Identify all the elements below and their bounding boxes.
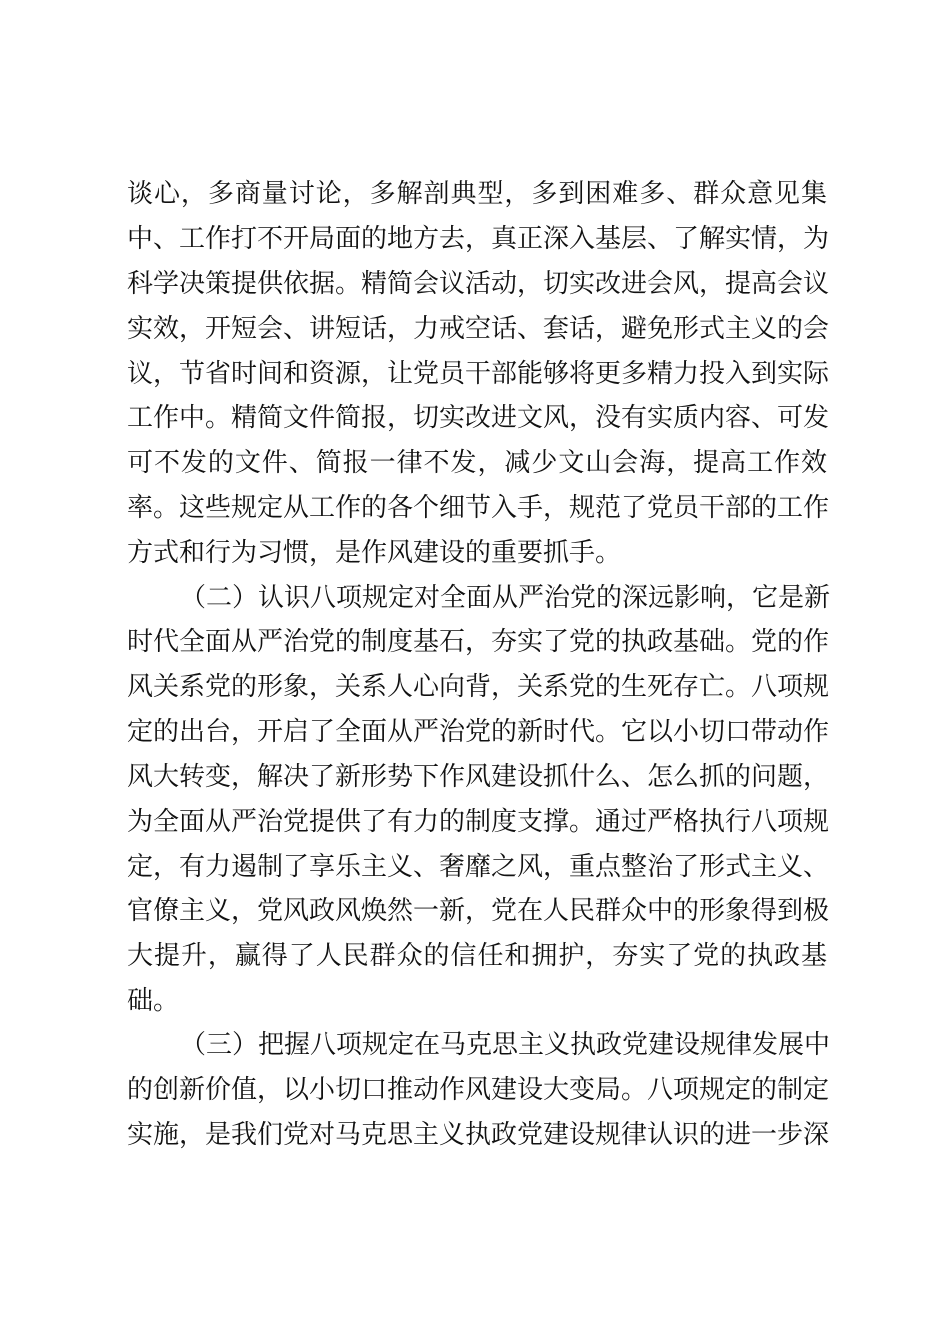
text-line: 方式和行为习惯，是作风建设的重要抓手。 (127, 538, 622, 568)
text-line: 科学决策提供依据。精简会议活动，切实改进会风，提高会议 (127, 269, 830, 299)
paragraph-heading: （二）认识八项规定对全面从严治党的深远影响，它是新 (180, 583, 831, 613)
text-line: 率。这些规定从工作的各个细节入手，规范了党员干部的工作 (127, 493, 830, 523)
text-line: 实效，开短会、讲短话，力戒空话、套话，避免形式主义的会 (127, 314, 830, 344)
text-line: 可不发的文件、简报一律不发，减少文山会海，提高工作效 (127, 448, 827, 478)
text-line: 定的出台，开启了全面从严治党的新时代。它以小切口带动作 (127, 717, 830, 747)
paragraph-heading: （三）把握八项规定在马克思主义执政党建设规律发展中 (180, 1030, 831, 1060)
text-line: 谈心，多商量讨论，多解剖典型，多到困难多、群众意见集 (127, 179, 827, 209)
text-line: 为全面从严治党提供了有力的制度支撑。通过严格执行八项规 (127, 807, 830, 837)
text-line: 风关系党的形象，关系人心向背，关系党的生死存亡。八项规 (127, 672, 830, 702)
text-line: 风大转变，解决了新形势下作风建设抓什么、怎么抓的问题， (127, 762, 830, 792)
text-line: 中、工作打不开局面的地方去，真正深入基层、了解实情，为 (127, 224, 830, 254)
text-line: 工作中。精简文件简报，切实改进文风，没有实质内容、可发 (127, 403, 830, 433)
text-line: 官僚主义，党风政风焕然一新，党在人民群众中的形象得到极 (127, 896, 830, 926)
text-line: 的创新价值，以小切口推动作风建设大变局。八项规定的制定 (127, 1075, 830, 1105)
text-line: 实施，是我们党对马克思主义执政党建设规律认识的进一步深 (127, 1120, 830, 1150)
text-line: 定，有力遏制了享乐主义、奢靡之风，重点整治了形式主义、 (127, 852, 830, 882)
text-line: 议，节省时间和资源，让党员干部能够将更多精力投入到实际 (127, 359, 830, 389)
text-line: 大提升，赢得了人民群众的信任和拥护，夯实了党的执政基 (127, 941, 827, 971)
text-line: 时代全面从严治党的制度基石，夯实了党的执政基础。党的作 (127, 627, 830, 657)
text-line: 础。 (127, 986, 180, 1016)
